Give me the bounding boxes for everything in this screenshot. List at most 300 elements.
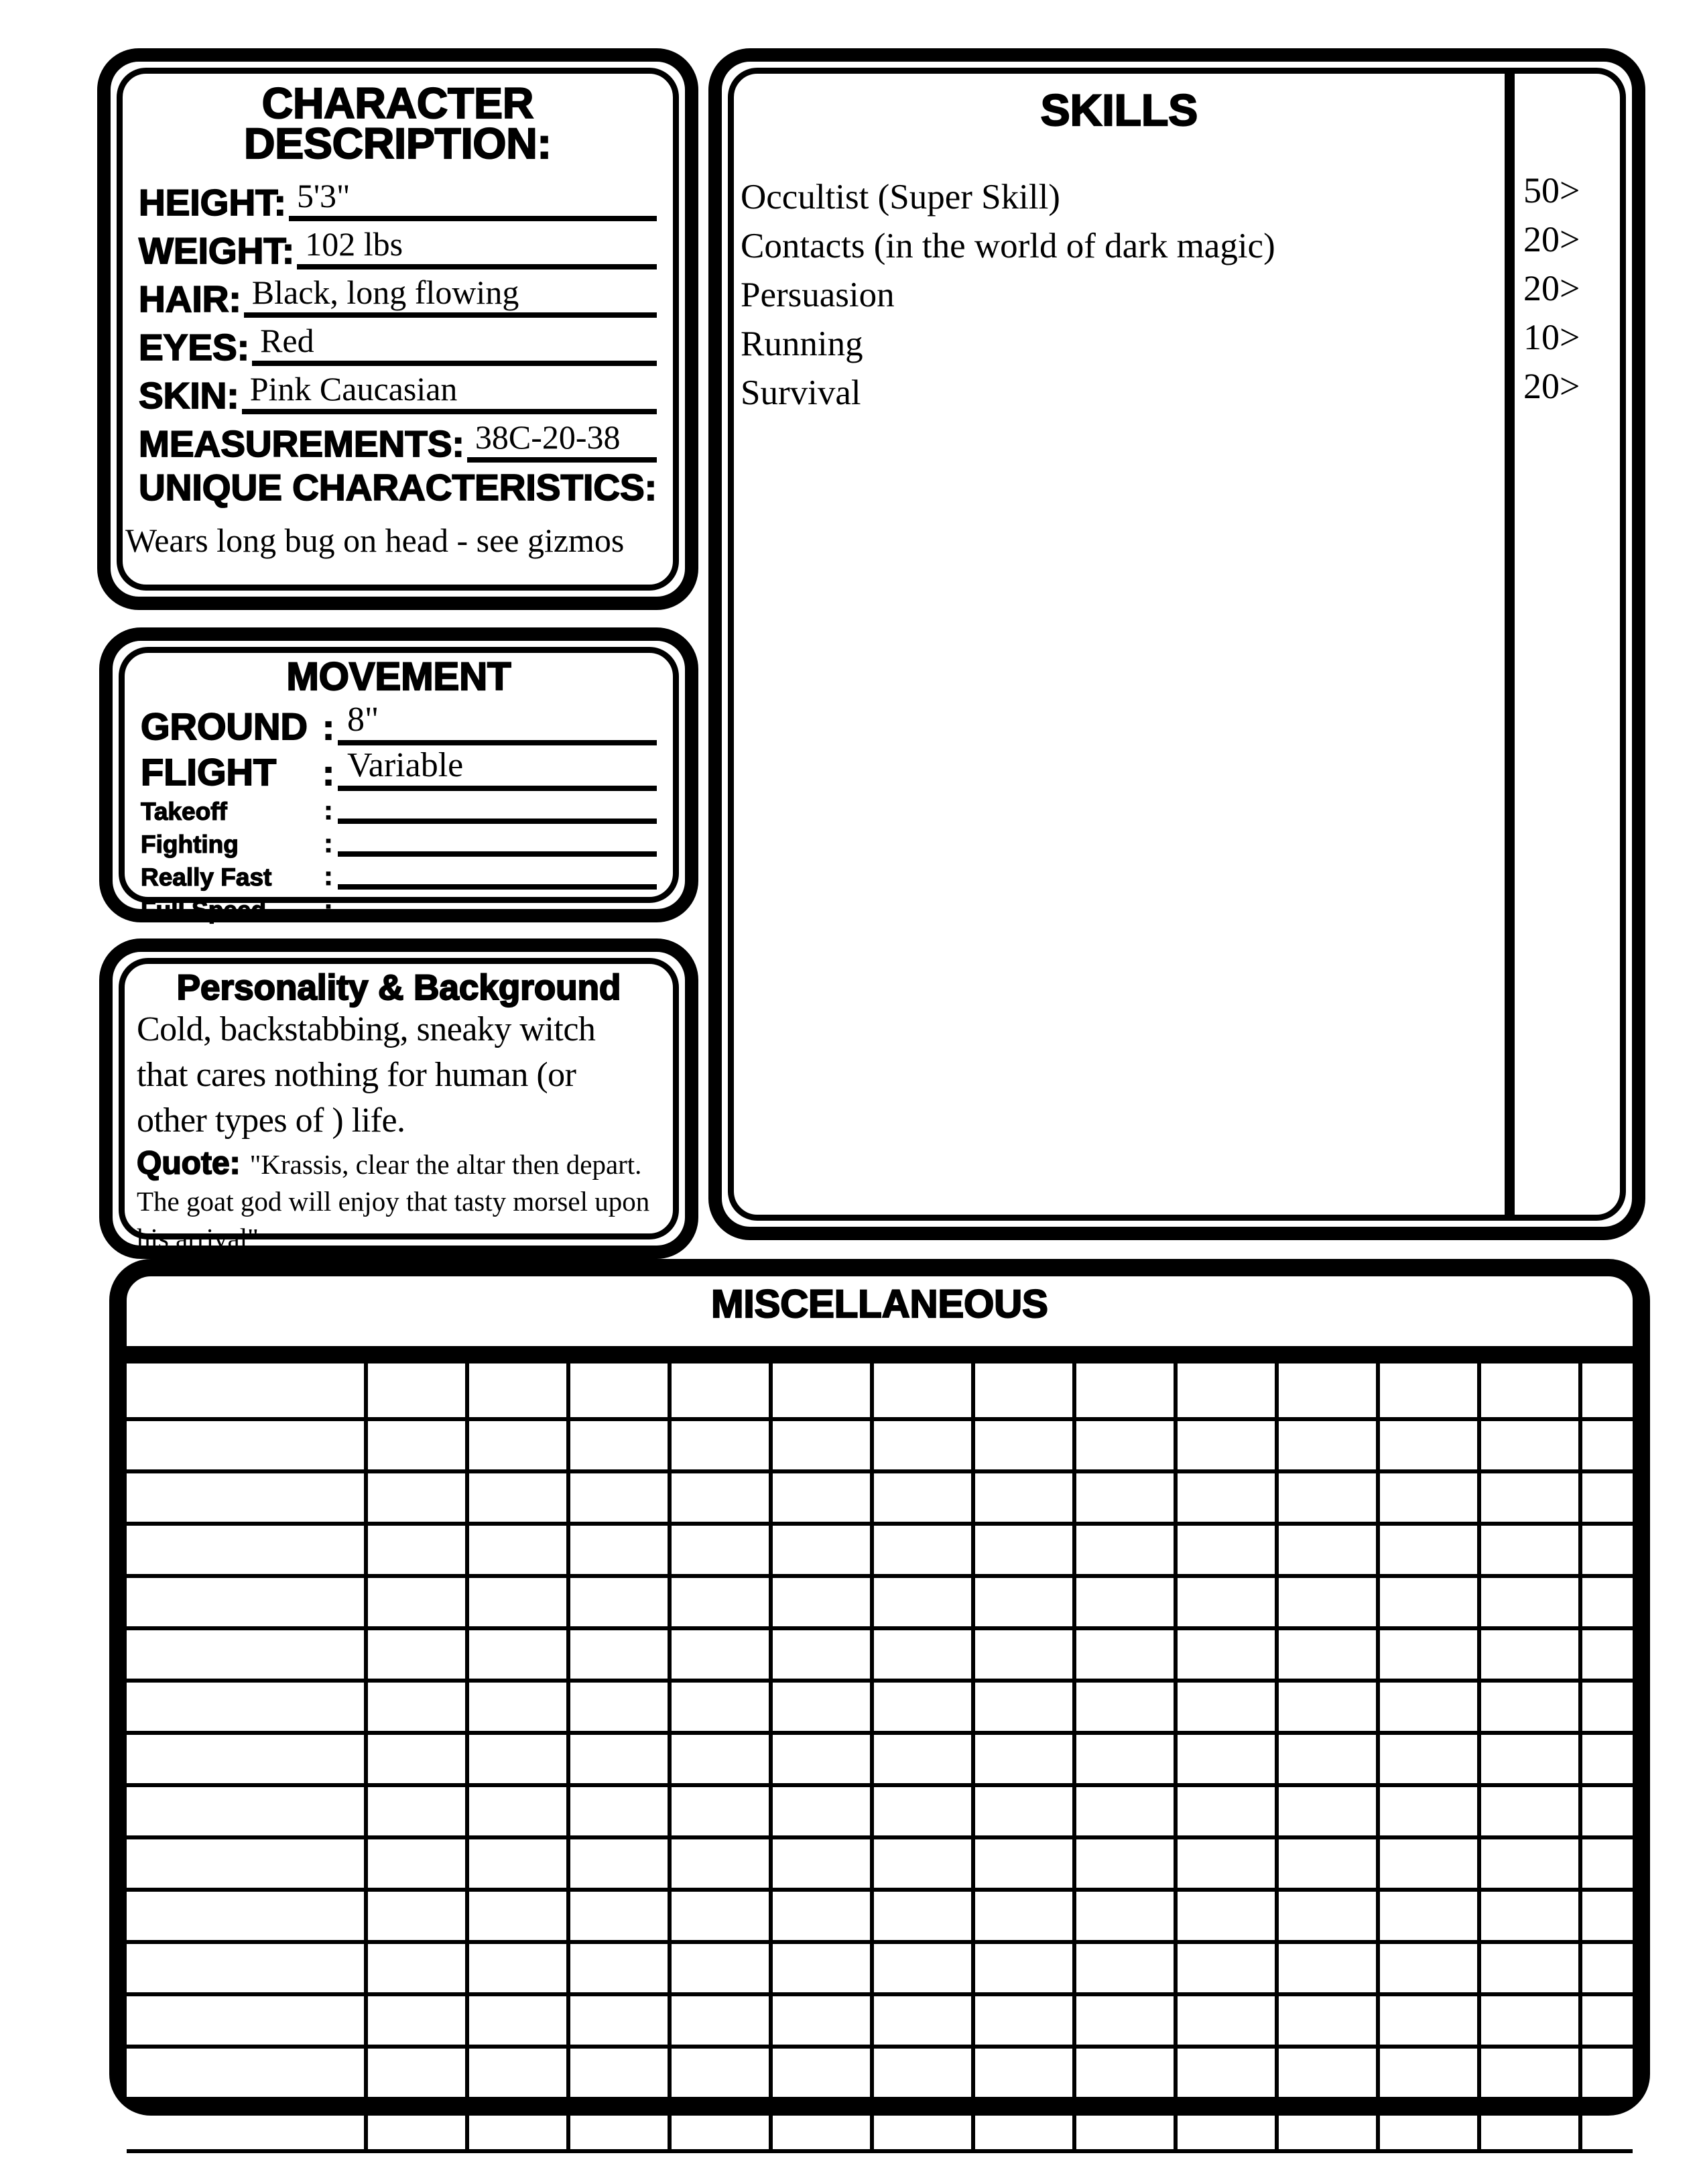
misc-grid-cell: [1178, 1421, 1279, 1469]
misc-grid-cell: [127, 1944, 368, 1992]
misc-grid-cell: [1076, 1892, 1178, 1940]
misc-grid-cell: [1481, 1892, 1582, 1940]
quote-line-3: his arrival": [137, 1223, 259, 1254]
misc-grid-cell: [1076, 1526, 1178, 1574]
misc-grid-cell: [1279, 1996, 1380, 2045]
misc-grid-cell: [672, 1787, 773, 1835]
misc-grid-cell: [874, 1630, 975, 1679]
skills-panel: [708, 48, 1645, 1240]
misc-grid-cell: [1380, 1839, 1481, 1888]
character-description-title-line2: DESCRIPTION:: [244, 119, 552, 168]
personality-body: [137, 1007, 661, 1144]
misc-grid-cell: [127, 1421, 368, 1469]
misc-grid-cell: [469, 1839, 570, 1888]
misc-grid-cell: [368, 1892, 469, 1940]
field-label: MEASUREMENTS:: [139, 423, 464, 465]
movement-value-line: [338, 817, 657, 824]
movement-row: [141, 890, 657, 922]
movement-value-line: [338, 747, 657, 791]
character-field-row: [139, 318, 657, 366]
misc-grid-cell: [1582, 1578, 1633, 1626]
field-label: WEIGHT:: [139, 230, 295, 271]
misc-grid-cell: [1279, 1526, 1380, 1574]
misc-grid-cell: [1481, 1630, 1582, 1679]
misc-grid-cell: [874, 1578, 975, 1626]
misc-grid-row: [127, 1944, 1633, 1996]
movement-colon: :: [322, 754, 334, 793]
quote-line-2: The goat god will enjoy that tasty morsel upon: [137, 1186, 650, 1217]
misc-grid-cell: [874, 1787, 975, 1835]
misc-grid-cell: [1582, 2049, 1633, 2097]
skill-value: 50>: [1523, 170, 1580, 210]
misc-grid-row: [127, 1787, 1633, 1839]
movement-value-line: [338, 883, 657, 890]
misc-grid-cell: [1178, 1630, 1279, 1679]
misc-grid-cell: [1178, 1363, 1279, 1417]
misc-grid-cell: [368, 2049, 469, 2097]
misc-grid-cell: [570, 1892, 672, 1940]
misc-grid-cell: [672, 1578, 773, 1626]
misc-grid-cell: [1076, 2049, 1178, 2097]
misc-grid-cell: [469, 1630, 570, 1679]
field-value: Black, long flowing: [251, 274, 519, 311]
misc-grid-cell: [672, 1630, 773, 1679]
personality-title: Personality & Background: [176, 968, 621, 1008]
misc-grid-cell: [1582, 1996, 1633, 2045]
misc-grid-cell: [469, 1526, 570, 1574]
misc-grid-cell: [570, 1630, 672, 1679]
misc-grid-cell: [874, 1944, 975, 1992]
misc-grid-cell: [1279, 1421, 1380, 1469]
field-value: Pink Caucasian: [249, 370, 458, 408]
misc-grid-cell: [127, 1363, 368, 1417]
misc-grid-cell: [874, 1683, 975, 1731]
misc-grid-cell: [570, 1421, 672, 1469]
misc-grid-cell: [127, 2049, 368, 2097]
field-value-line: [252, 322, 657, 366]
movement-colon: :: [324, 830, 333, 858]
misc-grid-cell: [127, 1839, 368, 1888]
misc-grid-cell: [368, 1787, 469, 1835]
misc-grid-cell: [773, 1944, 874, 1992]
misc-grid-cell: [1279, 1944, 1380, 1992]
movement-value: 8": [347, 701, 379, 739]
character-description-title: [123, 79, 673, 168]
misc-grid-row: [127, 1421, 1633, 1473]
skill-row: [741, 268, 1620, 320]
misc-grid-row: [127, 1363, 1633, 1421]
misc-grid-row: [127, 1578, 1633, 1630]
misc-grid-cell: [1178, 1526, 1279, 1574]
misc-grid-cell: [127, 1526, 368, 1574]
character-description-panel: [97, 48, 698, 610]
misc-grid-cell: [1076, 1473, 1178, 1522]
misc-grid-cell: [874, 1526, 975, 1574]
field-value-line: [467, 419, 657, 463]
misc-grid-row: [127, 1996, 1633, 2049]
misc-grid-cell: [127, 1996, 368, 2045]
misc-grid-cell: [975, 1473, 1076, 1522]
misc-grid-cell: [975, 1787, 1076, 1835]
movement-label: Takeoff: [141, 798, 227, 825]
misc-grid-cell: [1380, 1787, 1481, 1835]
misc-grid-cell: [975, 1735, 1076, 1783]
misc-grid-cell: [469, 1473, 570, 1522]
movement-panel: [99, 627, 698, 922]
misc-grid-cell: [1582, 1363, 1633, 1417]
misc-grid-cell: [874, 1363, 975, 1417]
misc-grid-cell: [1481, 1363, 1582, 1417]
misc-grid-cell: [1279, 2049, 1380, 2097]
movement-label: FLIGHT: [141, 751, 277, 793]
misc-grid-cell: [368, 1839, 469, 1888]
field-label: EYES:: [139, 326, 250, 368]
misc-grid-cell: [570, 1839, 672, 1888]
misc-grid-cell: [1178, 1996, 1279, 2045]
movement-row: [141, 791, 657, 824]
field-value: 38C-20-38: [475, 418, 621, 456]
quote-line-1: "Krassis, clear the altar then depart.: [249, 1149, 642, 1180]
skill-row: [741, 170, 1620, 222]
skill-name: Survival: [741, 373, 861, 412]
quote-row: [137, 1145, 661, 1183]
misc-grid-cell: [1076, 1944, 1178, 1992]
misc-grid-cell: [1380, 1735, 1481, 1783]
movement-label: Really Fast: [141, 863, 272, 891]
misc-grid-cell: [672, 1996, 773, 2045]
misc-grid-cell: [672, 1363, 773, 1417]
misc-grid-cell: [672, 1892, 773, 1940]
skill-row: [741, 219, 1620, 271]
misc-grid-cell: [773, 1683, 874, 1731]
misc-grid-cell: [570, 1735, 672, 1783]
misc-grid-cell: [1582, 2101, 1633, 2149]
misc-grid-cell: [1279, 1683, 1380, 1731]
misc-grid-cell: [469, 1996, 570, 2045]
misc-grid-cell: [1076, 1839, 1178, 1888]
misc-grid-cell: [1582, 1735, 1633, 1783]
misc-grid-cell: [570, 1996, 672, 2045]
misc-grid-cell: [1279, 1473, 1380, 1522]
miscellaneous-panel: [109, 1259, 1650, 2116]
misc-grid-cell: [1481, 1473, 1582, 1522]
misc-grid-cell: [1076, 1996, 1178, 2045]
movement-row: [141, 745, 657, 791]
unique-characteristics-value: Wears long bug on head - see gizmos: [125, 522, 625, 559]
misc-grid-cell: [874, 1839, 975, 1888]
misc-grid-cell: [1481, 1683, 1582, 1731]
misc-grid-cell: [127, 2101, 368, 2149]
misc-grid-cell: [1582, 1421, 1633, 1469]
misc-grid-cell: [1279, 2101, 1380, 2149]
misc-grid-cell: [773, 1473, 874, 1522]
misc-grid-cell: [1481, 1839, 1582, 1888]
misc-grid-cell: [1481, 1996, 1582, 2045]
movement-value: Variable: [347, 746, 464, 785]
misc-grid-cell: [672, 1735, 773, 1783]
misc-grid-cell: [368, 1473, 469, 1522]
personality-body-line: Cold, backstabbing, sneaky witch: [137, 1010, 596, 1048]
misc-grid-cell: [975, 2101, 1076, 2149]
misc-grid-cell: [975, 1944, 1076, 1992]
field-label: SKIN:: [139, 375, 239, 416]
misc-grid-cell: [1178, 1944, 1279, 1992]
skill-name: Occultist (Super Skill): [741, 178, 1060, 217]
misc-grid-cell: [1178, 2101, 1279, 2149]
misc-grid-cell: [1380, 1363, 1481, 1417]
misc-grid-cell: [1380, 2101, 1481, 2149]
misc-grid-cell: [1178, 1473, 1279, 1522]
misc-grid-cell: [1076, 1735, 1178, 1783]
character-field-row: [139, 173, 657, 221]
misc-grid-cell: [672, 1839, 773, 1888]
misc-grid-cell: [773, 1363, 874, 1417]
misc-grid-cell: [368, 1630, 469, 1679]
misc-grid-cell: [570, 2101, 672, 2149]
character-field-row: [139, 269, 657, 318]
misc-grid-cell: [368, 1363, 469, 1417]
field-value-line: [297, 226, 657, 269]
misc-grid-cell: [1481, 1526, 1582, 1574]
misc-grid-cell: [975, 1578, 1076, 1626]
character-description-title-line1: CHARACTER: [261, 79, 534, 127]
movement-colon: :: [322, 709, 334, 747]
field-value-line: [242, 371, 657, 414]
misc-grid-cell: [975, 1363, 1076, 1417]
misc-grid-cell: [127, 1630, 368, 1679]
misc-grid-cell: [773, 1839, 874, 1888]
skill-name: Contacts (in the world of dark magic): [741, 227, 1275, 265]
movement-colon: :: [324, 863, 333, 891]
movement-row: [141, 857, 657, 890]
character-field-row: [139, 414, 657, 463]
field-value: 102 lbs: [305, 225, 403, 263]
misc-grid-cell: [773, 1735, 874, 1783]
misc-grid-row: [127, 1473, 1633, 1526]
misc-grid-cell: [469, 1421, 570, 1469]
misc-grid-cell: [1380, 2049, 1481, 2097]
misc-grid-cell: [1380, 1944, 1481, 1992]
movement-label: GROUND: [141, 705, 308, 747]
skill-name: Running: [741, 324, 863, 363]
misc-grid-cell: [672, 1526, 773, 1574]
field-label: HEIGHT:: [139, 182, 286, 223]
skill-row: [741, 366, 1620, 418]
character-fields: [123, 164, 673, 463]
misc-grid-cell: [127, 1787, 368, 1835]
misc-grid-cell: [469, 1787, 570, 1835]
misc-grid-cell: [1582, 1473, 1633, 1522]
misc-grid-cell: [469, 1892, 570, 1940]
character-field-row: [139, 366, 657, 414]
misc-grid-cell: [570, 1683, 672, 1731]
movement-rows: [125, 696, 673, 922]
misc-grid-cell: [570, 1363, 672, 1417]
quote-label: Quote:: [137, 1146, 241, 1181]
misc-grid-cell: [672, 1944, 773, 1992]
misc-grid-cell: [1178, 1787, 1279, 1835]
character-description-inner-border: [117, 68, 679, 591]
misc-grid-row: [127, 1683, 1633, 1735]
misc-grid-cell: [1380, 1630, 1481, 1679]
misc-grid-cell: [773, 1630, 874, 1679]
misc-grid-cell: [773, 1996, 874, 2045]
misc-grid-cell: [874, 1735, 975, 1783]
misc-grid-cell: [1178, 1892, 1279, 1940]
personality-panel: [99, 938, 698, 1259]
misc-grid-row: [127, 1735, 1633, 1787]
misc-grid-cell: [469, 1683, 570, 1731]
misc-grid-row: [127, 2101, 1633, 2153]
movement-colon: :: [324, 896, 333, 924]
misc-grid-cell: [1178, 1735, 1279, 1783]
misc-grid-cell: [672, 2049, 773, 2097]
misc-grid-cell: [1380, 1996, 1481, 2045]
misc-grid-cell: [127, 1735, 368, 1783]
misc-grid-cell: [570, 2049, 672, 2097]
misc-grid-cell: [1279, 1578, 1380, 1626]
misc-grid-cell: [1380, 1578, 1481, 1626]
misc-grid-cell: [874, 1473, 975, 1522]
misc-grid-cell: [874, 1996, 975, 2045]
misc-grid-cell: [1279, 1735, 1380, 1783]
misc-grid-cell: [1178, 1683, 1279, 1731]
misc-grid-cell: [127, 1892, 368, 1940]
misc-grid-cell: [127, 1473, 368, 1522]
misc-grid-cell: [1279, 1363, 1380, 1417]
misc-grid-cell: [469, 1363, 570, 1417]
movement-row: [141, 700, 657, 745]
misc-grid-cell: [1076, 1683, 1178, 1731]
misc-grid-cell: [1582, 1944, 1633, 1992]
misc-grid-cell: [1380, 1526, 1481, 1574]
misc-grid-cell: [672, 1683, 773, 1731]
misc-grid-cell: [1178, 2049, 1279, 2097]
misc-grid-cell: [975, 1996, 1076, 2045]
misc-grid-cell: [570, 1944, 672, 1992]
misc-grid-cell: [1178, 1578, 1279, 1626]
personality-body-line: that cares nothing for human (or: [137, 1056, 576, 1094]
misc-grid-cell: [975, 1892, 1076, 1940]
misc-grid-row: [127, 1892, 1633, 1944]
misc-grid-cell: [368, 2101, 469, 2149]
skill-value: 20>: [1523, 366, 1580, 406]
movement-colon: :: [324, 797, 333, 825]
skill-value: 20>: [1523, 219, 1580, 259]
skills-list: [741, 170, 1620, 418]
movement-row: [141, 824, 657, 857]
field-value: 5'3": [297, 177, 351, 215]
misc-grid-cell: [1582, 1839, 1633, 1888]
misc-grid-cell: [570, 1526, 672, 1574]
misc-grid-cell: [368, 1526, 469, 1574]
misc-grid-cell: [1380, 1892, 1481, 1940]
misc-grid-row: [127, 1526, 1633, 1578]
misc-grid-row: [127, 2049, 1633, 2101]
misc-grid-cell: [1076, 1630, 1178, 1679]
misc-grid-cell: [874, 1892, 975, 1940]
miscellaneous-grid: [127, 1346, 1633, 2098]
misc-grid-cell: [127, 1683, 368, 1731]
misc-grid-row: [127, 1839, 1633, 1892]
misc-grid-cell: [975, 1526, 1076, 1574]
skills-inner-border: [728, 68, 1626, 1221]
field-value-line: [289, 178, 657, 221]
misc-grid-cell: [672, 2101, 773, 2149]
misc-grid-cell: [773, 2101, 874, 2149]
misc-grid-cell: [1178, 1839, 1279, 1888]
misc-grid-cell: [773, 1578, 874, 1626]
misc-grid-cell: [127, 1578, 368, 1626]
misc-grid-cell: [1380, 1473, 1481, 1522]
misc-grid-cell: [368, 1996, 469, 2045]
misc-grid-cell: [975, 1421, 1076, 1469]
misc-grid-cell: [469, 1735, 570, 1783]
misc-grid-cell: [1582, 1630, 1633, 1679]
movement-label: Full Speed: [141, 896, 267, 924]
misc-grid-cell: [1076, 1787, 1178, 1835]
misc-grid-cell: [1481, 1735, 1582, 1783]
misc-grid-cell: [1481, 2101, 1582, 2149]
misc-grid-cell: [773, 2049, 874, 2097]
misc-grid-cell: [1582, 1787, 1633, 1835]
unique-characteristics-label: UNIQUE CHARACTERISTICS:: [139, 467, 657, 508]
movement-label: Fighting: [141, 831, 239, 858]
misc-grid-cell: [1279, 1839, 1380, 1888]
misc-grid-cell: [1279, 1892, 1380, 1940]
misc-grid-cell: [368, 1944, 469, 1992]
movement-value-line: [338, 702, 657, 745]
skill-name: Persuasion: [741, 276, 895, 314]
movement-value-line: [338, 850, 657, 857]
skill-row: [741, 317, 1620, 369]
misc-grid-cell: [368, 1578, 469, 1626]
misc-grid-cell: [773, 1421, 874, 1469]
misc-grid-cell: [570, 1473, 672, 1522]
misc-grid-cell: [1582, 1892, 1633, 1940]
misc-grid-cell: [570, 1787, 672, 1835]
misc-grid-cell: [469, 2049, 570, 2097]
skill-value: 20>: [1523, 268, 1580, 308]
misc-grid-cell: [975, 1839, 1076, 1888]
misc-grid-cell: [975, 1683, 1076, 1731]
misc-grid-cell: [1582, 1683, 1633, 1731]
misc-grid-cell: [570, 1578, 672, 1626]
misc-grid-cell: [469, 2101, 570, 2149]
misc-grid-cell: [1481, 1944, 1582, 1992]
misc-grid-cell: [773, 1892, 874, 1940]
personality-body-line: other types of ) life.: [137, 1101, 405, 1140]
character-field-row: [139, 221, 657, 269]
misc-grid-cell: [874, 2101, 975, 2149]
misc-grid-cell: [1481, 1578, 1582, 1626]
misc-grid-cell: [1582, 1526, 1633, 1574]
misc-grid-cell: [469, 1944, 570, 1992]
misc-grid-cell: [874, 2049, 975, 2097]
skill-value: 10>: [1523, 317, 1580, 357]
misc-grid-cell: [1279, 1630, 1380, 1679]
movement-title: MOVEMENT: [286, 655, 511, 699]
misc-grid-cell: [469, 1578, 570, 1626]
field-label: HAIR:: [139, 278, 241, 320]
misc-grid-cell: [1076, 1363, 1178, 1417]
misc-grid-cell: [368, 1735, 469, 1783]
personality-inner-border: [119, 958, 679, 1254]
misc-grid-cell: [1076, 1421, 1178, 1469]
misc-grid-cell: [1481, 1787, 1582, 1835]
misc-grid-cell: [975, 2049, 1076, 2097]
field-value-line: [244, 274, 657, 318]
